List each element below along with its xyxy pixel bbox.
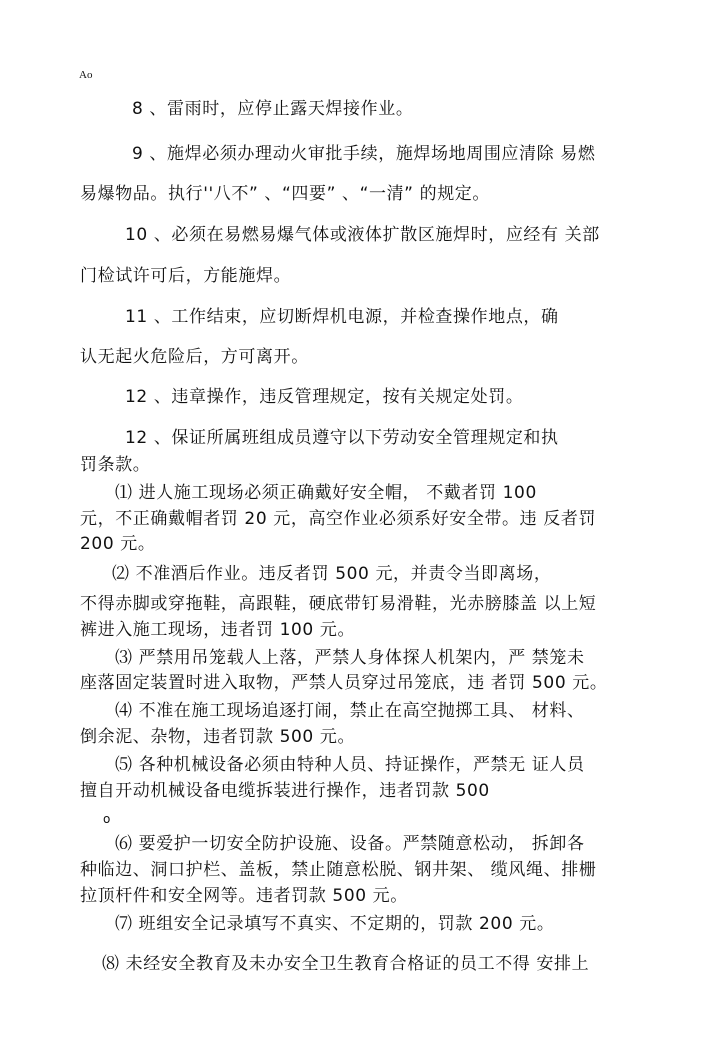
text-line: 倒余泥、杂物，违者罚款 500 元。 — [80, 727, 356, 747]
text-line: ⑴ 进人施工现场必须正确戴好安全帽， 不戴者罚 100 — [115, 483, 537, 503]
text-line: ⑶ 严禁用吊笼载人上落，严禁人身体探人机架内，严 禁笼未 — [115, 648, 585, 668]
text-line: ⑺ 班组安全记录填写不真实、不定期的，罚款 200 元。 — [115, 914, 555, 934]
text-line: 裤进入施工现场，违者罚 100 元。 — [80, 620, 356, 640]
text-line: ⑵ 不准酒后作业。违反者罚 500 元，并责令当即离场， — [112, 564, 552, 584]
text-line: 擅自开动机械设备电缆拆装进行操作，违者罚款 500 — [80, 781, 490, 801]
corner-mark: Ao — [79, 69, 93, 81]
text-line: 罚条款。 — [80, 455, 151, 475]
text-line: 门检试许可后，方能施焊。 — [80, 266, 292, 286]
text-line: 11 、工作结束，应切断焊机电源，并检查操作地点，确 — [125, 307, 559, 327]
text-line: ⑸ 各种机械设备必须由特种人员、持证操作，严禁无 证人员 — [115, 755, 585, 775]
text-line: 12 、违章操作，违反管理规定，按有关规定处罚。 — [125, 387, 524, 407]
text-line: 座落固定装置时进入取物，严禁人员穿过吊笼底，违 者罚 500 元。 — [80, 673, 608, 693]
text-line: ⑹ 要爱护一切安全防护设施、设备。严禁随意松动， 拆卸各 — [115, 834, 585, 854]
text-line: ⑷ 不准在施工现场追逐打闹，禁止在高空抛掷工具、 材料、 — [115, 701, 585, 721]
text-line: 8 、雷雨时，应停止露天焊接作业。 — [132, 99, 414, 119]
text-line: 易爆物品。执行''八不” 、“四要” 、“一清” 的规定。 — [80, 184, 490, 204]
stray-dot: o — [103, 812, 111, 826]
text-line: 种临边、洞口护栏、盖板，禁止随意松脱、钢井架、 缆风绳、排栅 — [80, 860, 597, 880]
text-line: 认无起火危险后，方可离开。 — [80, 347, 309, 367]
text-line: 元，不正确戴帽者罚 20 元，高空作业必须系好安全带。违 反者罚 — [80, 509, 597, 529]
text-line: ⑻ 未经安全教育及未办安全卫生教育合格证的员工不得 安排上 — [102, 954, 590, 974]
text-line: 9 、施焊必须办理动火审批手续，施焊场地周围应清除 易燃 — [132, 144, 596, 164]
text-line: 10 、必须在易燃易爆气体或液体扩散区施焊时，应经有 关部 — [125, 225, 600, 245]
text-line: 12 、保证所属班组成员遵守以下劳动安全管理规定和执 — [125, 428, 559, 448]
text-line: 200 元。 — [80, 534, 156, 554]
text-line: 拉顶杆件和安全网等。违者罚款 500 元。 — [80, 886, 408, 906]
text-line: 不得赤脚或穿拖鞋，高跟鞋，硬底带钉易滑鞋，光赤膀膝盖 以上短 — [80, 594, 597, 614]
